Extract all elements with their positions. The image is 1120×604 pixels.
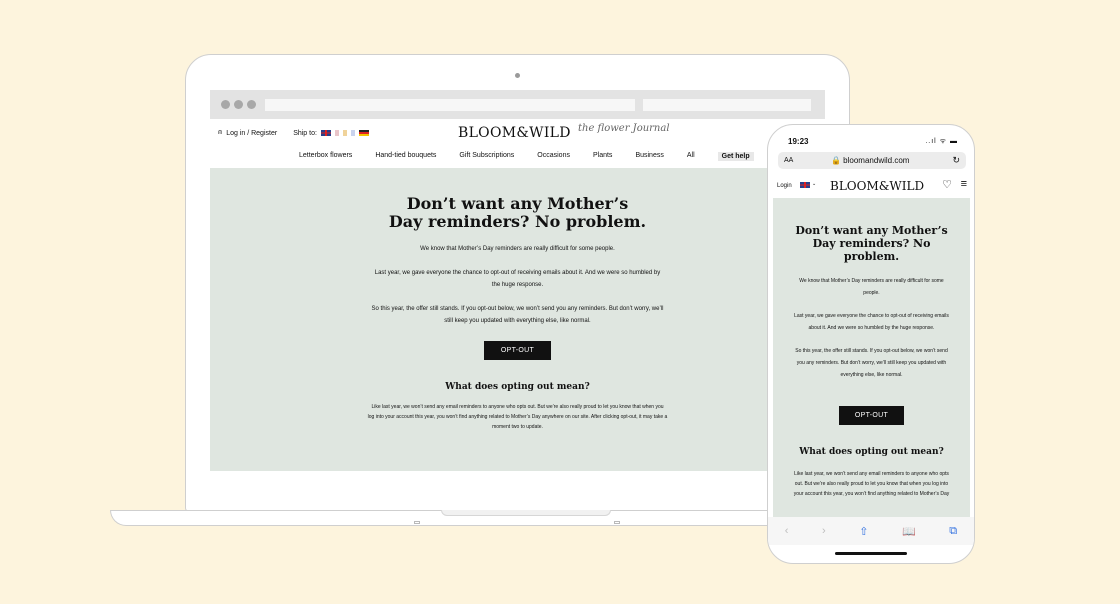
camera-icon	[515, 73, 520, 78]
explanation-paragraph: Like last year, we won’t send any email reminders to anyone who opts out. But we’re also really proud to let you know that when you log into your account this year, you won’t find anything related to Mother’s Day anywhere on our site. After clicking opt-out, it may take a moment two to update.	[367, 404, 668, 430]
uk-flag-icon[interactable]	[321, 130, 331, 136]
back-icon[interactable]: ‹	[784, 525, 789, 537]
forward-icon[interactable]: ›	[822, 525, 826, 537]
ship-to-label: Ship to:	[293, 129, 317, 137]
flag-icon[interactable]	[351, 130, 355, 136]
chevron-down-icon[interactable]: ⌄	[812, 181, 817, 187]
login-link[interactable]: Login	[777, 183, 792, 189]
reload-icon[interactable]: ↻	[952, 155, 960, 165]
laptop-screen	[210, 90, 825, 473]
phone-mockup	[767, 124, 975, 564]
window-zoom-dot-icon[interactable]	[247, 100, 256, 109]
flag-icon[interactable]	[359, 130, 369, 136]
uk-flag-icon[interactable]	[800, 182, 810, 188]
search-bar[interactable]	[643, 99, 811, 111]
section-subtitle: What does opting out mean?	[799, 447, 944, 457]
laptop-base	[110, 510, 810, 526]
opt-out-button[interactable]: OPT-OUT	[839, 406, 904, 425]
intro-paragraph: We know that Mother’s Day reminders are really difficult for some people.	[420, 246, 615, 252]
user-icon[interactable]: ⍝	[218, 129, 223, 136]
window-minimize-dot-icon[interactable]	[234, 100, 243, 109]
opt-out-section	[210, 168, 825, 471]
laptop-mockup	[185, 54, 850, 512]
page-title: Don’t want any Mother’s Day reminders? No problem.	[388, 194, 647, 231]
nav-item-letterbox[interactable]: Letterbox flowers	[299, 152, 353, 159]
flag-icon[interactable]	[335, 130, 339, 136]
last-year-paragraph: Last year, we gave everyone the chance to opt-out of receiving emails about it. And we were so humbled by the huge response.	[374, 270, 661, 288]
share-icon[interactable]: ⇧	[859, 525, 869, 538]
brand-logo[interactable]: BLOOM&WILD	[458, 125, 571, 141]
this-year-paragraph: So this year, the offer still stands. If you opt-out below, we won’t send you any reminders. But don’t worry, we’ll still keep you updated with everything else, like normal.	[795, 348, 948, 378]
address-bar[interactable]	[778, 152, 966, 169]
laptop-notch	[441, 510, 611, 516]
intro-paragraph: We know that Mother’s Day reminders are really difficult for some people.	[799, 278, 944, 296]
reader-mode-button[interactable]: AA	[784, 157, 794, 164]
main-nav	[299, 152, 754, 161]
bookmarks-icon[interactable]: 📖	[902, 525, 916, 538]
this-year-paragraph: So this year, the offer still stands. If you opt-out below, we won’t send you any reminders. But don’t worry, we’ll still keep you updated with everything else, like normal.	[371, 306, 664, 324]
status-icons: ..ıl ᯤ ▬	[925, 138, 958, 145]
nav-item-subscriptions[interactable]: Gift Subscriptions	[459, 152, 515, 159]
page-title: Don’t want any Mother’s Day reminders? No problem.	[795, 224, 948, 263]
address-bar[interactable]	[265, 99, 635, 111]
nav-item-plants[interactable]: Plants	[592, 152, 613, 159]
nav-item-all[interactable]: All	[686, 152, 695, 159]
journal-logo[interactable]: the flower Journal	[578, 123, 670, 134]
home-indicator[interactable]	[835, 552, 907, 555]
login-register-link[interactable]: Log in / Register	[226, 129, 278, 137]
site-header	[768, 175, 974, 197]
opt-out-button[interactable]: OPT-OUT	[484, 341, 551, 360]
nav-item-get-help[interactable]: Get help	[718, 152, 754, 161]
tabs-icon[interactable]: ⧉	[949, 524, 958, 537]
safari-toolbar	[768, 517, 974, 545]
browser-toolbar	[210, 90, 825, 119]
menu-icon[interactable]: ≡	[960, 178, 967, 190]
nav-item-hand-tied[interactable]: Hand-tied bouquets	[375, 152, 437, 159]
heart-icon[interactable]: ♡	[942, 179, 952, 191]
laptop-foot	[414, 521, 420, 524]
brand-logo[interactable]: BLOOM&WILD	[830, 179, 925, 193]
nav-item-occasions[interactable]: Occasions	[537, 152, 570, 159]
url-text[interactable]: 🔒 bloomandwild.com	[831, 156, 910, 165]
window-close-dot-icon[interactable]	[221, 100, 230, 109]
nav-item-business[interactable]: Business	[635, 152, 664, 159]
explanation-paragraph: Like last year, we won’t send any email reminders to anyone who opts out. But we’re also really proud to let you know that when you log into your account this year, you won’t find anything related to Mother’s Day	[793, 471, 950, 497]
header-utility-row	[218, 129, 369, 137]
last-year-paragraph: Last year, we gave everyone the chance to opt-out of receiving emails about it. And we were so humbled by the huge response.	[794, 313, 949, 331]
site-header	[210, 119, 825, 168]
laptop-foot	[614, 521, 620, 524]
section-subtitle: What does opting out mean?	[445, 382, 590, 392]
opt-out-section	[773, 198, 970, 523]
status-time: 19:23	[788, 137, 809, 146]
flag-icon[interactable]	[343, 130, 347, 136]
